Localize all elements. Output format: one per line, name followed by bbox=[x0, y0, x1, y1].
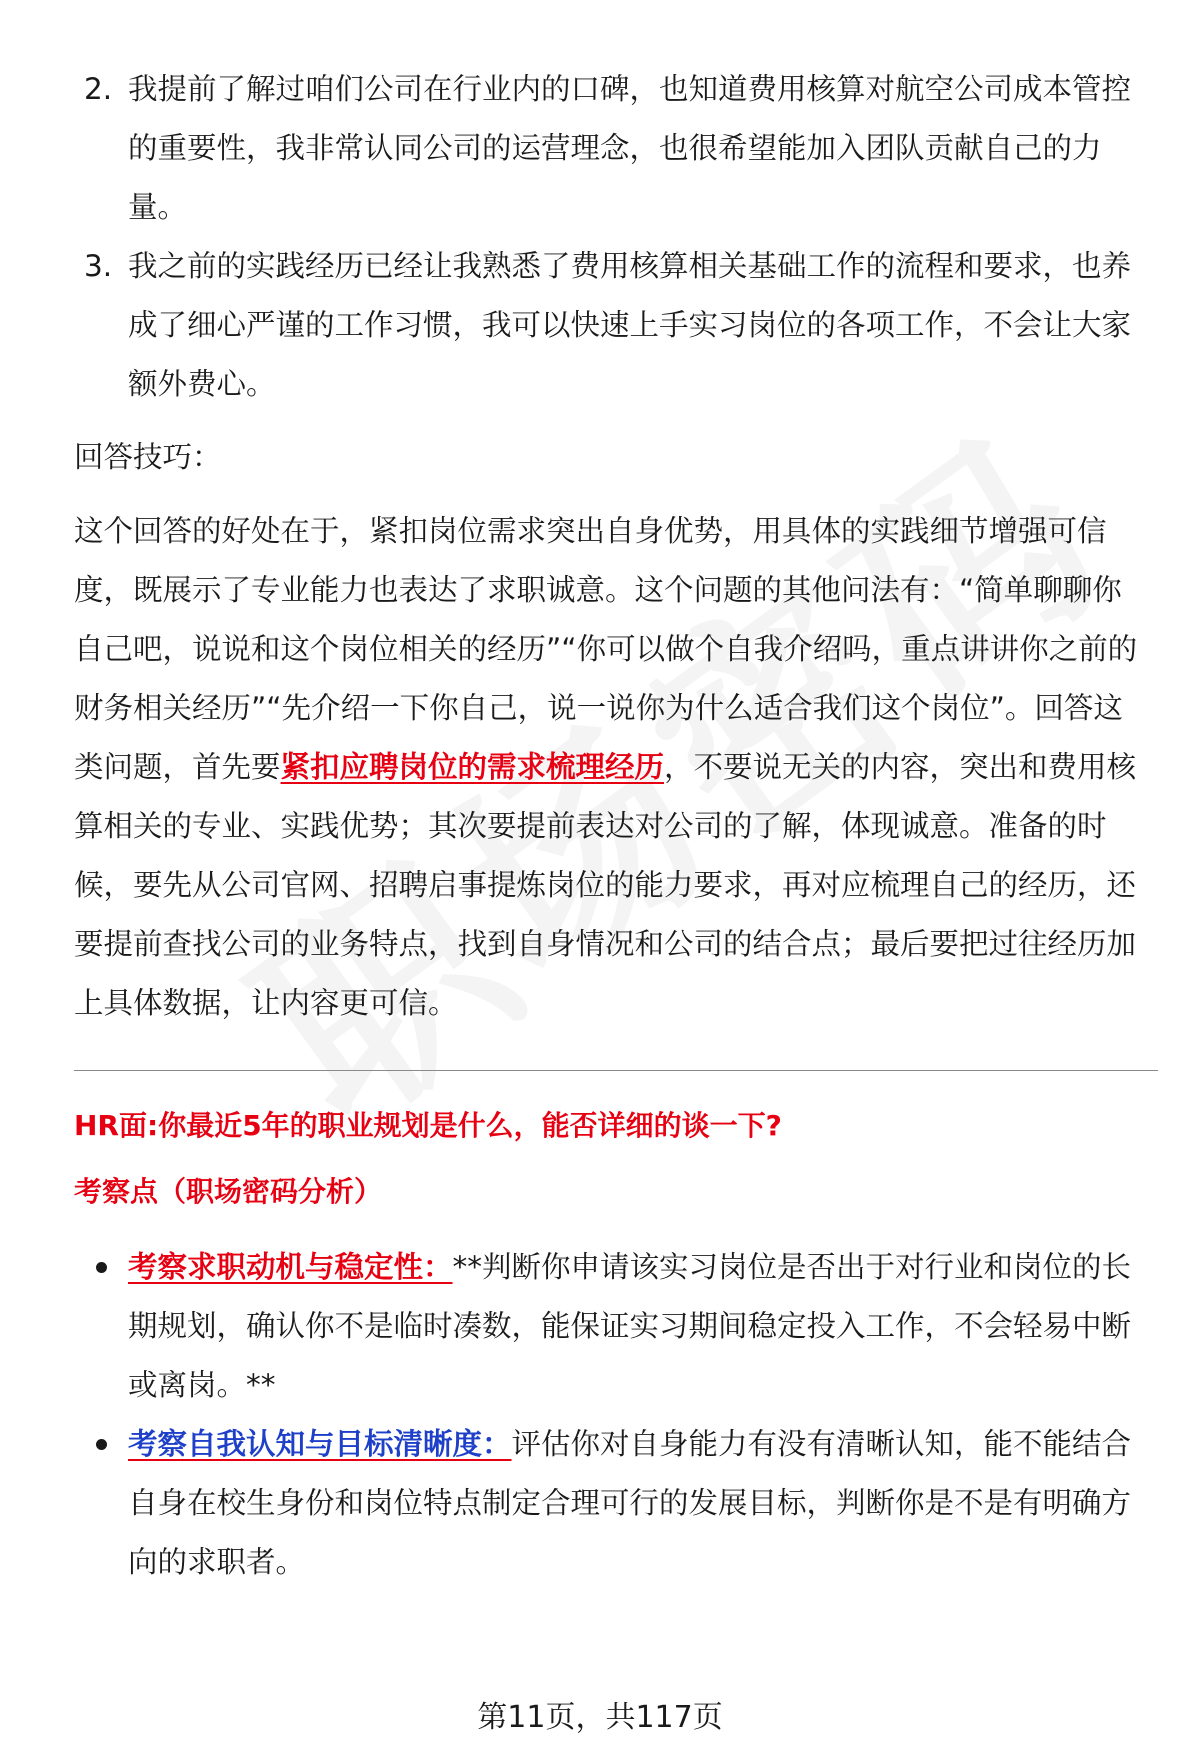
tips-highlight: 紧扣应聘岗位的需求梳理经历 bbox=[280, 750, 665, 784]
bullet-icon bbox=[96, 1439, 107, 1450]
point-text: **判断你申请该实习岗位是否出于对行业和岗位的长期规划，确认你不是临时凑数，能保证实习期间稳定投入工作，不会轻易中断或离岗。** bbox=[128, 1250, 1132, 1402]
list-number: 3. bbox=[84, 249, 113, 283]
bullet-icon bbox=[96, 1262, 107, 1273]
points-list bbox=[74, 1238, 1144, 1592]
point-text: 评估你对自身能力有没有清晰认知，能不能结合自身在校生身份和岗位特点制定合理可行的发展目标，判断你是不是有明确方向的求职者。 bbox=[128, 1427, 1132, 1579]
numbered-list bbox=[74, 60, 1144, 414]
point-key: 考察自我认知与目标清晰度： bbox=[128, 1427, 512, 1461]
question-heading: HR面:你最近5年的职业规划是什么，能否详细的谈一下? bbox=[74, 1109, 782, 1142]
list-item bbox=[74, 60, 1144, 237]
page-footer: 第11页，共117页 bbox=[477, 1700, 723, 1735]
tips-paragraph bbox=[74, 502, 1144, 1033]
list-text: 我之前的实践经历已经让我熟悉了费用核算相关基础工作的流程和要求，也养成了细心严谨的工作习惯，我可以快速上手实习岗位的各项工作，不会让大家额外费心。 bbox=[128, 249, 1132, 401]
section-divider bbox=[74, 1070, 1158, 1071]
tips-text-part1: 这个回答的好处在于，紧扣岗位需求突出自身优势，用具体的实践细节增强可信度，既展示了专业能力也表达了求职诚意。这个问题的其他问法有：“简单聊聊你自己吧，说说和这个岗位相关的经历”“你可以做个自我介绍吗，重点讲讲你之前的财务相关经历”“先介绍一下你自己，说一说你为什么适合我们这个岗位”。回答这类问题，首先要 bbox=[74, 514, 1138, 784]
list-item bbox=[74, 1238, 1144, 1415]
points-heading: 考察点（职场密码分析） bbox=[74, 1175, 383, 1208]
list-number: 2. bbox=[84, 72, 113, 106]
tips-text-part2: ，不要说无关的内容，突出和费用核算相关的专业、实践优势；其次要提前表达对公司的了解，体现诚意。准备的时候，要先从公司官网、招聘启事提炼岗位的能力要求，再对应梳理自己的经历，还要提前查找公司的业务特点，找到自身情况和公司的结合点；最后要把过往经历加上具体数据，让内容更可信。 bbox=[74, 750, 1137, 1020]
list-item bbox=[74, 1415, 1144, 1592]
list-text: 我提前了解过咱们公司在行业内的口碑，也知道费用核算对航空公司成本管控的重要性，我非常认同公司的运营理念，也很希望能加入团队贡献自己的力量。 bbox=[128, 72, 1132, 224]
tips-label: 回答技巧： bbox=[74, 440, 222, 474]
list-item bbox=[74, 237, 1144, 414]
document-page bbox=[74, 60, 1144, 1592]
point-key: 考察求职动机与稳定性： bbox=[128, 1250, 453, 1284]
